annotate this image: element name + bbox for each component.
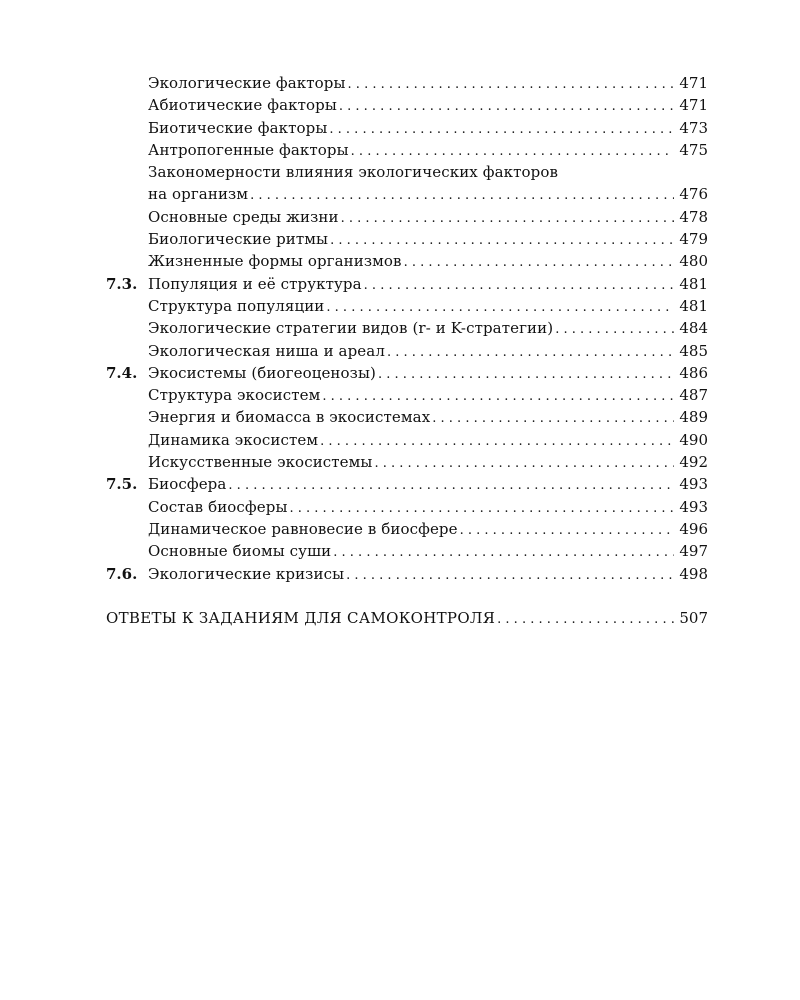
toc-entry[interactable]	[106, 518, 708, 540]
toc-entry-page: 471	[679, 74, 708, 92]
toc-entry[interactable]	[106, 384, 708, 406]
dot-leader	[364, 275, 674, 297]
toc-entry[interactable]	[106, 496, 708, 518]
dot-leader	[374, 453, 674, 475]
dot-leader	[250, 185, 674, 207]
toc-entry-title: Структура экосистем	[148, 386, 321, 405]
toc-section-page: 481	[679, 274, 708, 293]
toc-section-number: 7.6.	[106, 564, 138, 583]
toc-entry[interactable]	[106, 94, 708, 116]
toc-entry-page: 471	[679, 96, 708, 115]
toc-entry-page: 493	[679, 497, 708, 516]
toc-section[interactable]	[106, 563, 708, 585]
toc-answers-title: ОТВЕТЫ К ЗАДАНИЯМ ДЛЯ САМОКОНТРОЛЯ	[106, 608, 496, 627]
toc-entry-title: Абиотические факторы	[148, 96, 337, 115]
toc-answers-entry[interactable]	[106, 607, 708, 629]
dot-leader	[333, 542, 674, 564]
toc-entry-title: Биотические факторы	[148, 118, 328, 137]
toc-section-title: Популяция и её структура	[148, 274, 362, 293]
dot-leader	[387, 342, 674, 364]
toc-entry-title: Структура популяции	[148, 296, 325, 315]
toc-section-number: 7.4.	[106, 363, 138, 382]
toc-entry-title: на организм	[148, 185, 249, 204]
toc-entry[interactable]	[106, 228, 708, 250]
toc-entry-page: 496	[679, 519, 708, 538]
toc-section[interactable]	[106, 273, 708, 295]
toc-section-title: Биосфера	[148, 475, 227, 494]
toc-section-page: 493	[679, 475, 708, 494]
toc-entry-title: Динамика экосистем	[148, 430, 319, 449]
toc-entry-title: Антропогенные факторы	[148, 140, 349, 159]
toc-entry[interactable]	[106, 183, 708, 205]
toc-entry-page: 480	[679, 252, 708, 271]
toc-entry-page: 478	[679, 207, 708, 226]
toc-section-page: 486	[679, 363, 708, 382]
toc-section[interactable]	[106, 473, 708, 495]
toc-entry[interactable]	[106, 72, 708, 94]
dot-leader	[228, 475, 674, 497]
toc-entry[interactable]	[106, 340, 708, 362]
toc-entry-title: Основные биомы суши	[148, 542, 332, 561]
dot-leader	[460, 520, 674, 542]
table-of-contents	[106, 72, 708, 629]
toc-entry-page: 489	[679, 408, 708, 427]
dot-leader	[329, 119, 674, 141]
dot-leader	[497, 609, 674, 631]
toc-entry-title: Искусственные экосистемы	[148, 453, 373, 472]
toc-entry[interactable]	[106, 139, 708, 161]
dot-leader	[351, 141, 674, 163]
toc-entry-title: Экологические факторы	[148, 74, 346, 92]
toc-entry-continued[interactable]	[106, 161, 708, 183]
toc-entry-page: 475	[679, 140, 708, 159]
dot-leader	[432, 408, 674, 430]
toc-entry-title: Закономерности влияния экологических факторов	[148, 163, 559, 182]
dot-leader	[330, 230, 674, 252]
toc-section[interactable]	[106, 362, 708, 384]
toc-entry-page: 481	[679, 296, 708, 315]
toc-entry-page: 490	[679, 430, 708, 449]
toc-entry[interactable]	[106, 451, 708, 473]
dot-leader	[404, 252, 674, 274]
toc-entry[interactable]	[106, 540, 708, 562]
toc-entry-title: Состав биосферы	[148, 497, 288, 516]
dot-leader	[378, 364, 674, 386]
toc-entry-page: 497	[679, 542, 708, 561]
dot-leader	[322, 386, 674, 408]
toc-entry-page: 487	[679, 386, 708, 405]
toc-entry[interactable]	[106, 117, 708, 139]
dot-leader	[346, 565, 674, 587]
toc-entry-page: 479	[679, 230, 708, 249]
dot-leader	[320, 431, 674, 453]
toc-entry-page: 485	[679, 341, 708, 360]
toc-entry-title: Экологические стратегии видов (r- и K-стратегии)	[148, 319, 554, 338]
toc-entry[interactable]	[106, 206, 708, 228]
toc-entry[interactable]	[106, 406, 708, 428]
toc-answers-page: 507	[679, 608, 708, 627]
toc-section-title: Экологические кризисы	[148, 564, 345, 583]
toc-entry-title: Экологическая ниша и ареал	[148, 341, 385, 360]
toc-section-number: 7.3.	[106, 274, 138, 293]
toc-entry-title: Жизненные формы организмов	[148, 252, 402, 271]
dot-leader	[326, 297, 674, 319]
toc-entry[interactable]	[106, 429, 708, 451]
dot-leader	[348, 74, 674, 96]
toc-entry[interactable]	[106, 250, 708, 272]
dot-leader	[555, 319, 674, 341]
toc-entry-title: Динамическое равновесие в биосфере	[148, 519, 458, 538]
dot-leader	[341, 208, 674, 230]
toc-section-title: Экосистемы (биогеоценозы)	[148, 363, 376, 382]
dot-leader	[289, 498, 674, 520]
toc-entry-title: Биологические ритмы	[148, 230, 329, 249]
toc-entry-page: 476	[679, 185, 708, 204]
toc-entry-page: 484	[679, 319, 708, 338]
toc-section-number: 7.5.	[106, 475, 138, 494]
toc-entry[interactable]	[106, 295, 708, 317]
toc-entry-page: 492	[679, 453, 708, 472]
dot-leader	[339, 96, 674, 118]
toc-entry-page: 473	[679, 118, 708, 137]
toc-entry[interactable]	[106, 317, 708, 339]
toc-entry-title: Энергия и биомасса в экосистемах	[148, 408, 431, 427]
toc-entry-title: Основные среды жизни	[148, 207, 339, 226]
toc-section-page: 498	[679, 564, 708, 583]
